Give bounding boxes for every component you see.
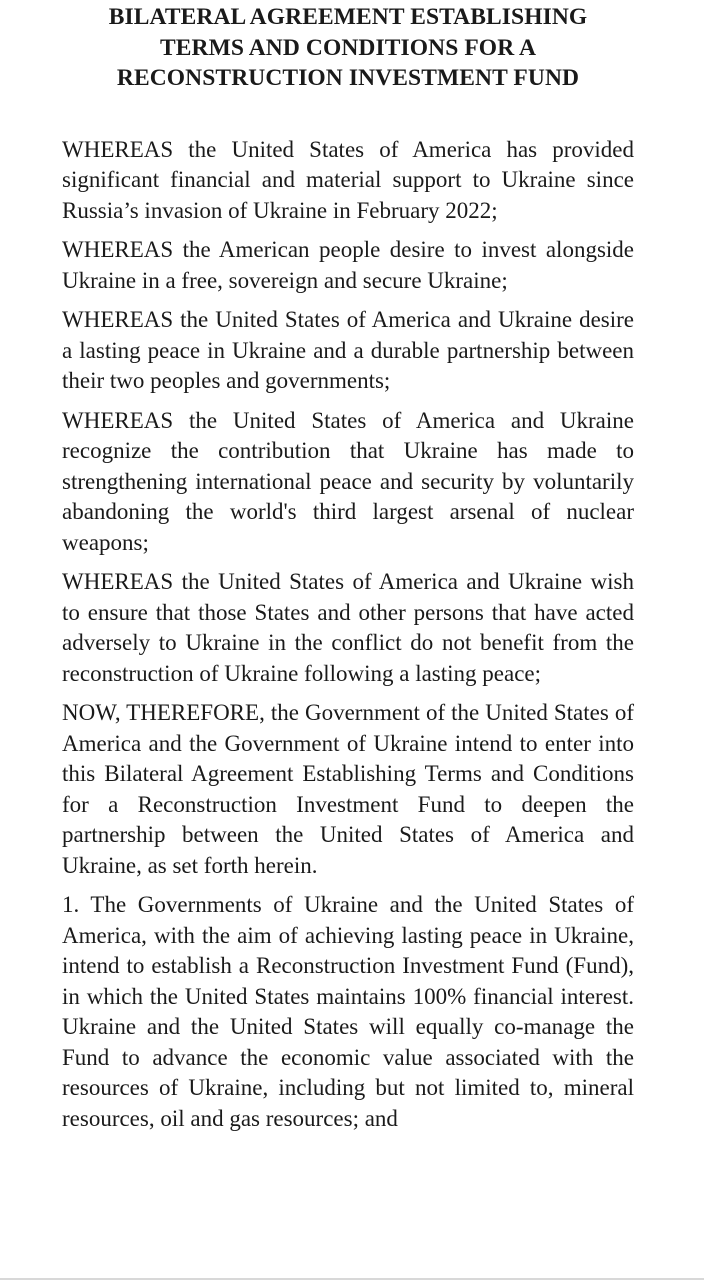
whereas-clause-peace: WHEREAS the United States of America and Ukraine desire a lasting peace in Ukraine and a durable partnership between their two peoples and governments;: [62, 307, 634, 393]
whereas-clause-nuclear: WHEREAS the United States of America and Ukraine recognize the contribution that Ukraine has made to strengthening international peace and security by voluntarily abandoning the world's third largest arsenal of nuclear weapons;: [62, 407, 634, 555]
therefore-clause: NOW, THEREFORE, the Government of the United States of America and the Government of Ukraine intend to enter into this Bilateral Agreement Establishing Terms and Conditions for a Reconstruction Investment Fund to deepen the partnership between the United States of America and Ukraine, as set forth herein.: [62, 700, 634, 878]
title-line-3: RECONSTRUCTION INVESTMENT FUND: [116, 65, 580, 91]
document-body: [62, 135, 634, 1135]
whereas-clause-support: WHEREAS the United States of America has provided significant financial and material support to Ukraine since Russia’s invasion of Ukraine in February 2022;: [62, 136, 634, 223]
article-1-paragraph: 1. The Governments of Ukraine and the United States of America, with the aim of achieving lasting peace in Ukraine, intend to establish a Reconstruction Investment Fund (Fund), in which the United States maintains 100% financial interest. Ukraine and the United States will equally co-manage the Fund to advance the economic value associated with the resources of Ukraine, including but not limited to, mineral resources, oil and gas resources; and: [62, 892, 634, 1131]
title-line-1: BILATERAL AGREEMENT ESTABLISHING: [108, 4, 588, 30]
document-title: [62, 0, 634, 94]
whereas-clause-invest: WHEREAS the American people desire to invest alongside Ukraine in a free, sovereign and secure Ukraine;: [62, 237, 634, 293]
title-line-2: TERMS AND CONDITIONS FOR A: [159, 34, 537, 61]
whereas-clause-adverse: WHEREAS the United States of America and Ukraine wish to ensure that those States and other persons that have acted adversely to Ukraine in the conflict do not benefit from the reconstruction of Ukraine following a lasting peace;: [62, 569, 634, 686]
